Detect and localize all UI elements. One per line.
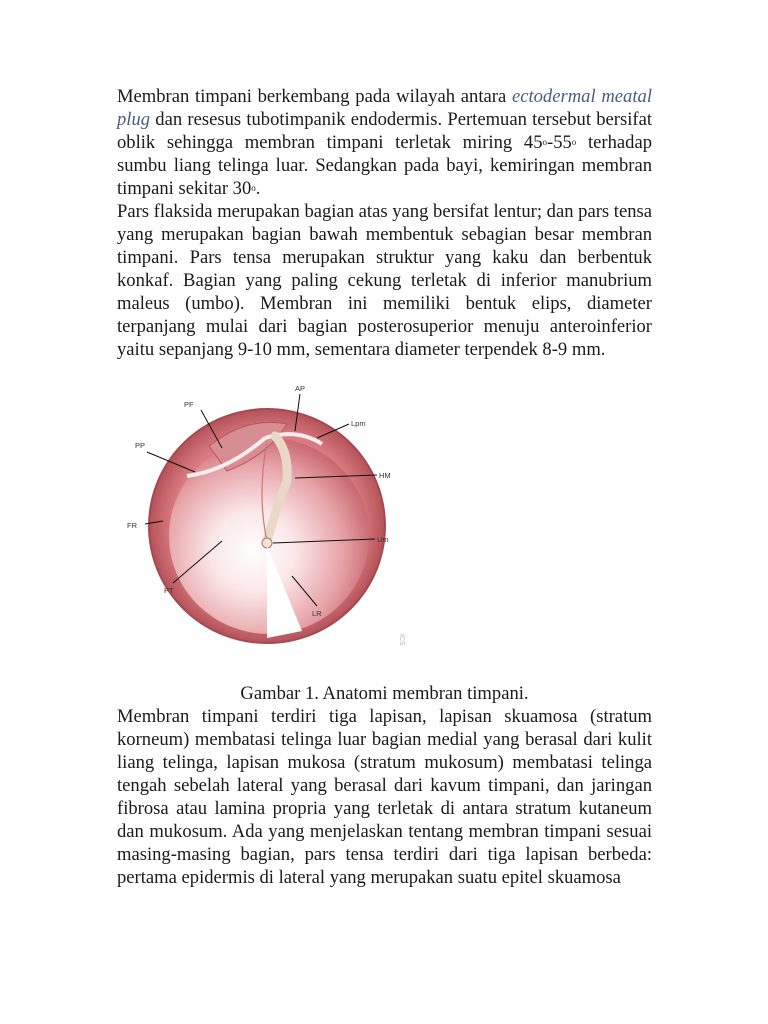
label-Um: Um — [377, 535, 389, 544]
label-FR: FR — [127, 521, 137, 530]
watermark: ICS — [398, 634, 405, 646]
paragraph-2: Pars flaksida merupakan bagian atas yang bersifat lentur; dan pars tensa yang merupakan bagian bawah membentuk sebagian besar membran timpani. Pars tensa merupakan struktur yang kaku dan berbentuk konkaf. Bagian yang paling cekung terletak di inferior manubrium maleus (umbo). Membran ini memiliki bentuk elips, diameter terpanjang mulai dari bagian posterosuperior menuju anteroinferior yaitu sepanjang 9-10 mm, sementara diameter terpendek 8-9 mm. — [117, 201, 652, 360]
label-HM: HM — [379, 471, 391, 480]
document-page — [117, 85, 652, 889]
paragraph-1-text: . — [255, 178, 261, 199]
degree-sign: o — [542, 137, 547, 147]
paragraph-1-text: -55 — [547, 132, 572, 153]
paragraph-1-text: terhadap sumbu liang telinga luar. Sedangkan pada bayi, kemiringan membran timpani sekitar 30 — [117, 132, 653, 199]
paragraph-1-text: Membran timpani berkembang pada wilayah antara — [117, 86, 512, 107]
italic-term: ectodermal meatal plug — [117, 86, 652, 130]
label-PT: PT — [164, 586, 174, 595]
label-AP: AP — [295, 384, 306, 393]
label-PF: PF — [184, 400, 194, 409]
paragraph-1-text: dan resesus tubotimpanik endodermis. Pertemuan tersebut bersifat oblik sehingga membran timpani terletak miring 45 — [117, 109, 652, 153]
degree-sign: o — [251, 183, 256, 193]
tympanic-membrane-illustration — [117, 376, 652, 681]
paragraph-1 — [117, 85, 652, 200]
figure-caption: Gambar 1. Anatomi membran timpani. — [240, 683, 529, 704]
tympanic-membrane-figure — [117, 376, 652, 681]
label-LR: LR — [312, 609, 322, 618]
paragraph-3: Membran timpani terdiri tiga lapisan, lapisan skuamosa (stratum korneum) membatasi telinga luar bagian medial yang berasal dari kulit liang telinga, lapisan mukosa (stratum mukosum) membatasi telinga tengah sebelah lateral yang berasal dari kavum timpani, dan jaringan fibrosa atau lamina propria yang terletak di antara stratum kutaneum dan mukosum. Ada yang menjelaskan tentang membran timpani sesuai masing-masing bagian, pars tensa terdiri dari tiga lapisan berbeda: pertama epidermis di lateral yang merupakan suatu epitel skuamosa — [117, 706, 652, 888]
label-PP: PP — [135, 441, 146, 450]
degree-sign: o — [571, 137, 577, 147]
label-Lpm: Lpm — [351, 419, 366, 428]
